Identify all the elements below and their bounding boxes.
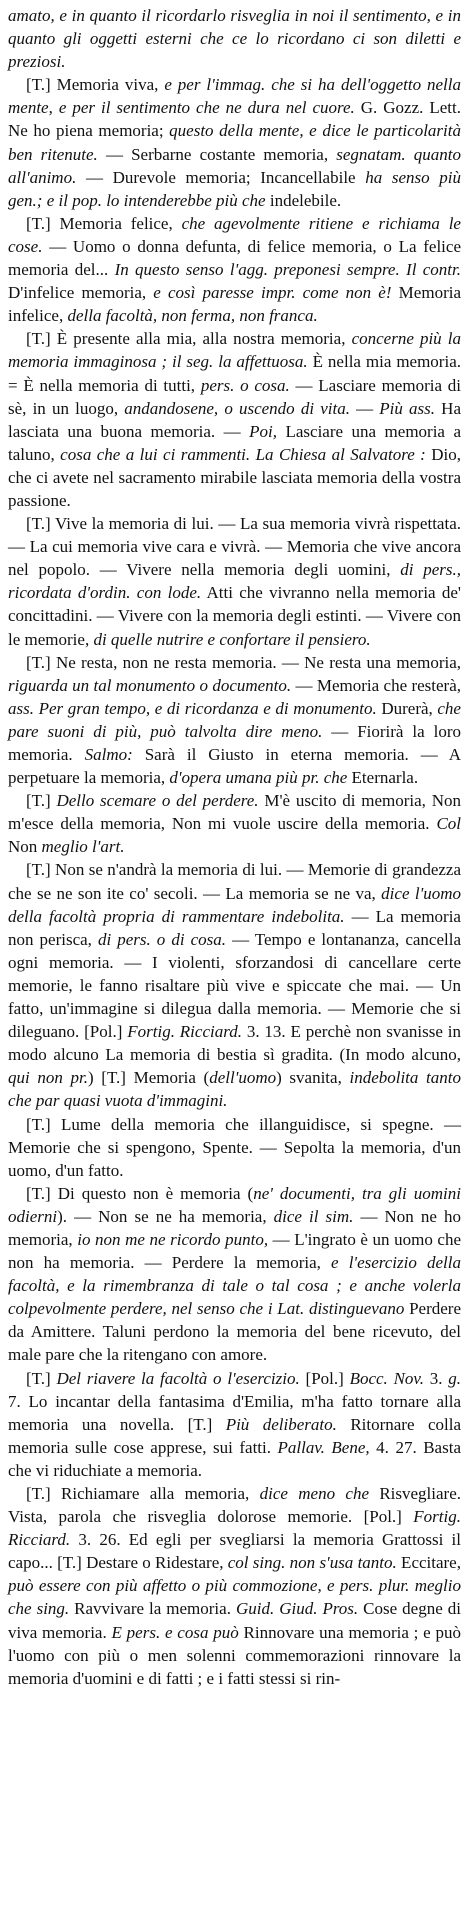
italic-gloss-text: col sing. non s'usa tanto. [227, 1553, 397, 1573]
dictionary-paragraph [8, 512, 461, 651]
entry-text: Risvegliare. Vista, parola che risveglia dolorose memorie. [Pol.] [8, 1484, 462, 1527]
italic-gloss-text: Fortig. Ricciard. [127, 1022, 242, 1042]
entry-text: [T.] Lume della memoria che illanguidisce, si spegne. — Memorie che si spengono, Spente. — Sepolta la memoria, d'un uomo, d'un fatto. [8, 1114, 461, 1180]
entry-text: ). — Non se ne ha memoria, [57, 1206, 274, 1226]
entry-text: [T.] Di questo non è memoria ( [26, 1183, 254, 1203]
dictionary-paragraph [8, 73, 461, 212]
entry-text: [T.] Non se n'andrà la memoria di lui. — Memorie di grandezza che se ne son ite co' secoli. — La memoria se ne va, [8, 860, 461, 903]
entry-text: Durerà, [376, 698, 438, 718]
entry-text: ) [T.] Memoria ( [87, 1068, 210, 1088]
italic-gloss-text: e l'esercizio della facoltà, e la rimembranza di tale o tal cosa ; e anche volerla colpevolmente perdere, nel senso che i Lat. distinguevano [8, 1253, 461, 1319]
entry-text: — Non ne ho memoria, [8, 1206, 461, 1249]
entry-text: [T.] Ne resta, non ne resta memoria. — Ne resta una memoria, [26, 652, 461, 672]
italic-gloss-text: Bocc. Nov. [349, 1368, 424, 1388]
italic-gloss-text: ne' documenti, tra gli uomini odierni [8, 1183, 461, 1226]
italic-gloss-text: e così paresse impr. come non è! [153, 283, 392, 303]
entry-text: [T.] Vive la memoria di lui. — La sua memoria vivrà rispettata. — La cui memoria vive cara e vivrà. — Memoria che vive ancora nel popolo. — Vivere nella memoria degli uomini, [8, 514, 461, 580]
italic-gloss-text: pers. o cosa. [200, 375, 290, 395]
italic-gloss-text: dice l'uomo della facoltà propria di rammentare indebolita. [8, 883, 461, 926]
entry-text: — Fiorirà la loro memoria. [8, 721, 461, 764]
italic-gloss-text: g. [448, 1368, 462, 1388]
italic-gloss-text: Pallav. Bene, [277, 1437, 370, 1457]
italic-gloss-text: andandosene, o uscendo di vita. [124, 398, 350, 418]
entry-text: — Memoria che resterà, [291, 675, 462, 695]
italic-gloss-text: Dello scemare o del perdere. [56, 791, 259, 811]
italic-gloss-text: di quelle nutrire e confortare il pensiero. [93, 629, 371, 649]
italic-gloss-text: io non me ne ricordo punto, [77, 1229, 269, 1249]
italic-gloss-text: amato, e in quanto il ricordarlo risveglia in noi il sentimento, e in quanto gli oggetti esterni che ce lo ricordano ci son diletti e preziosi. [8, 6, 461, 72]
italic-gloss-text: Più ass. [379, 398, 436, 418]
entry-text: — Lasciare memoria di sè, in un luogo, [8, 375, 461, 418]
entry-text: Dio, che ci avete nel sacramento mirabile lasciata memoria della vostra passione. [8, 444, 461, 510]
italic-gloss-text: di pers. o di cosa. [97, 929, 227, 949]
italic-gloss-text: ass. Per gran tempo, e di ricordanza e di monumento. [8, 698, 377, 718]
entry-text: [T.] Memoria felice, [26, 213, 182, 233]
entry-text: — L'ingrato è un uomo che non ha memoria. — Perdere la memoria, [8, 1229, 461, 1273]
entry-text: 3. 13. E perchè non svanisse in modo alcuno La memoria di bestia sì gradita. (In modo alcuno, [8, 1022, 461, 1065]
entry-text: 3. [423, 1368, 449, 1388]
entry-text: Eccitare, [396, 1553, 461, 1573]
italic-gloss-text: Poi, [249, 421, 277, 441]
entry-text: [T.] [26, 1368, 57, 1388]
italic-gloss-text: dice meno che [259, 1484, 369, 1503]
entry-text: indelebile. [265, 190, 342, 210]
italic-gloss-text: che pare suoni di più, può talvolta dire meno. [8, 698, 461, 741]
entry-text: È nella mia memoria. = È nella memoria di tutti, [8, 352, 461, 395]
entry-text: 7. Lo incantar della fantasima d'Emilia, m'ha fatto tornare alla memoria una novella. [T.] [8, 1391, 461, 1434]
entry-text: — Tempo e lontananza, cancella ogni memoria. — I violenti, sforzandosi di cancellare certe memorie, le fanno risaltare più vive e spiccate che mai. — Un fatto, un'immagine si dilegua dalla memoria. — Memorie che si dileguano. [Pol.] [8, 929, 461, 1042]
dictionary-paragraph [8, 4, 461, 73]
italic-gloss-text: dice il sim. [273, 1206, 354, 1226]
italic-gloss-text: questo della mente, e dice le particolarità ben ritenute. [8, 121, 461, 164]
italic-gloss-text: di pers., ricordata d'ordin. con lode. [8, 560, 461, 603]
entry-text: [T.] Memoria viva, [26, 75, 165, 95]
entry-text: [T.] È presente alla mia, alla nostra memoria, [26, 329, 352, 349]
entry-text: G. Gozz. Lett. Ne ho piena memoria; [8, 98, 461, 141]
entry-text: Eternarla. [347, 768, 419, 788]
italic-gloss-text: Fortig. Ricciard. [8, 1507, 461, 1550]
entry-text: Perdere da Amittere. Taluni perdono la memoria del bene ricevuto, del male pare che la ritengano con amore. [8, 1299, 461, 1365]
entry-text: D'infelice memoria, [8, 283, 154, 303]
entry-text: — Durevole memoria; Incancellabile [76, 167, 366, 187]
dictionary-paragraph [8, 1482, 461, 1690]
entry-text: Non [8, 837, 42, 857]
entry-text: — Serbarne costante memoria, [97, 144, 337, 164]
italic-gloss-text: indebolita tanto che par quasi vuota d'immagini. [8, 1068, 461, 1111]
entry-text: — La memoria non perisca, [8, 906, 461, 949]
italic-gloss-text: ha senso più gen.; e il pop. lo intenderebbe più che [8, 167, 461, 210]
entry-text: Ritornare colla memoria sulle cose apprese, sui fatti. [8, 1414, 461, 1457]
entry-text: Ha lasciata una buona memoria. — [8, 398, 462, 441]
entry-text: 3. 26. Ed egli per svegliarsi la memoria Grattossi il capo... [T.] Destare o Ridestare, [8, 1530, 461, 1573]
dictionary-paragraph [8, 1182, 461, 1367]
entry-text: — [349, 398, 380, 418]
italic-gloss-text: concerne più la memoria immaginosa ; il seg. la affettuosa. [8, 329, 462, 372]
entry-text: Sarà il Giusto in eterna memoria. — A perpetuare la memoria, [8, 745, 461, 788]
italic-gloss-text: Salmo: [84, 745, 133, 764]
italic-gloss-text: qui non pr. [8, 1068, 88, 1088]
dictionary-paragraph [8, 858, 461, 1112]
italic-gloss-text: d'opera umana più pr. che [169, 768, 348, 788]
dictionary-paragraph [8, 789, 461, 858]
italic-gloss-text: che agevolmente ritiene e richiama le cose. [8, 213, 461, 256]
dictionary-paragraph [8, 212, 461, 327]
entry-text: — Uomo o donna defunta, di felice memoria, o La felice memoria del... [8, 236, 461, 280]
italic-gloss-text: meglio l'art. [41, 837, 125, 857]
italic-gloss-text: della facoltà, non ferma, non franca. [67, 306, 318, 326]
italic-gloss-text: cosa che a lui ci rammenti. La Chiesa al Salvatore : [60, 444, 426, 464]
entry-text: Rinnovare una memoria ; e può l'uomo con più o men solenni commemorazioni rinnovare la memoria d'uomini e di fatti ; e i fatti stessi si rin- [8, 1622, 461, 1688]
italic-gloss-text: Col [436, 814, 461, 834]
italic-gloss-text: dell'uomo [209, 1068, 277, 1088]
entry-text: [Pol.] [299, 1368, 350, 1388]
dictionary-paragraph [8, 327, 461, 512]
italic-gloss-text: Più deliberato. [225, 1414, 337, 1434]
entry-text: [T.] Richiamare alla memoria, [26, 1484, 260, 1503]
italic-gloss-text: può essere con più affetto o più commozione, e pers. plur. meglio che sing. [8, 1576, 461, 1619]
entry-text: Ravvivare la memoria. [69, 1599, 236, 1619]
italic-gloss-text: In questo senso l'agg. preponesi sempre. Il contr. [114, 260, 461, 280]
entry-text: [T.] [26, 791, 57, 811]
italic-gloss-text: riguarda un tal monumento o documento. [8, 675, 292, 695]
italic-gloss-text: e per l'immag. che si ha dell'oggetto nella mente, e per il sentimento che ne dura nel cuore. [8, 75, 461, 118]
entry-text: M'è uscito di memoria, Non m'esce della memoria, Non mi vuole uscire della memoria. [8, 791, 461, 834]
italic-gloss-text: Del riavere la facoltà o l'esercizio. [56, 1368, 300, 1388]
entry-text: Memoria infelice, [8, 283, 461, 326]
dictionary-paragraph [8, 651, 461, 790]
italic-gloss-text: Guid. Giud. Pros. [235, 1599, 359, 1619]
dictionary-paragraph [8, 1113, 461, 1182]
entry-text: 4. 27. Basta che vi riduchiate a memoria. [8, 1437, 461, 1480]
italic-gloss-text: E pers. e cosa può [111, 1622, 239, 1642]
entry-text: Lasciare una memoria a taluno, [8, 421, 462, 464]
italic-gloss-text: segnatam. quanto all'animo. [8, 144, 461, 187]
entry-text: Cose degne di viva memoria. [8, 1599, 461, 1642]
entry-text: ) svanita, [276, 1068, 350, 1088]
entry-text: Atti che vivranno nella memoria de' concittadini. — Vivere con la memoria degli estinti. — Vivere con le memorie, [8, 583, 461, 649]
dictionary-paragraph [8, 1367, 461, 1482]
